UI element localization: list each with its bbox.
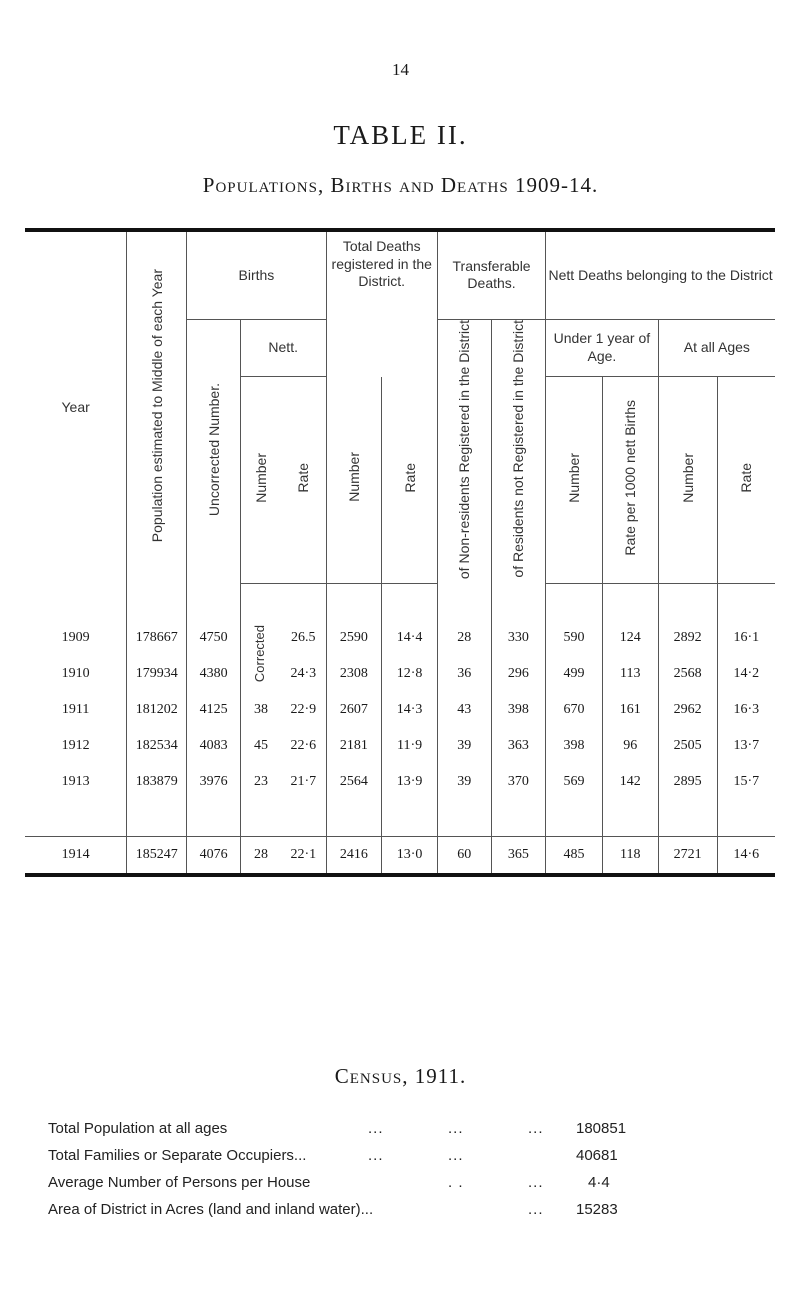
- residents-not-cell: 363: [491, 728, 546, 764]
- deaths-number-header: Number: [326, 377, 382, 583]
- all-rate-cell: 13·7: [717, 728, 775, 764]
- deaths-rate-cell: 14·4: [382, 620, 438, 656]
- births-rate-header: Rate: [281, 377, 326, 583]
- census-item: [48, 1147, 738, 1173]
- non-residents-cell: 43: [437, 692, 491, 728]
- table-row: [25, 620, 775, 656]
- deaths-rate-cell: 14·3: [382, 692, 438, 728]
- census-dots: ...: [448, 1147, 464, 1164]
- all-rate-cell: 15·7: [717, 764, 775, 800]
- census-label: Total Families or Separate Occupiers...: [48, 1147, 307, 1164]
- nett-births-header: Nett.: [240, 319, 326, 377]
- population-cell: 178667: [127, 620, 187, 656]
- uncorrected-cell: 3976: [187, 764, 241, 800]
- residents-not-cell: 296: [491, 656, 546, 692]
- population-table: [25, 228, 775, 877]
- all-number-cell: 2568: [658, 656, 717, 692]
- deaths-number-cell: 2416: [326, 836, 382, 875]
- deaths-rate-header: Rate: [382, 377, 438, 583]
- uncorrected-cell: 4750: [187, 620, 241, 656]
- deaths-number-cell: 2181: [326, 728, 382, 764]
- all-number-header: Number: [658, 377, 717, 583]
- page-number: 14: [392, 60, 409, 79]
- census-item: [48, 1201, 738, 1227]
- table-title: TABLE II.: [333, 120, 468, 150]
- year-cell: 1913: [61, 773, 90, 789]
- population-cell: 182534: [127, 728, 187, 764]
- deaths-rate-cell: 13·0: [382, 836, 438, 875]
- all-number-cell: 2505: [658, 728, 717, 764]
- residents-not-cell: 398: [491, 692, 546, 728]
- residents-not-cell: 365: [491, 836, 546, 875]
- under-1-header: Under 1 year of Age.: [546, 319, 658, 377]
- births-header: Births: [187, 230, 326, 319]
- census-value: 180851: [576, 1120, 627, 1137]
- total-deaths-header: Total Deaths registered in the District.: [326, 230, 437, 377]
- census-value: 40681: [576, 1147, 618, 1164]
- residents-not-cell: 330: [491, 620, 546, 656]
- nett-deaths-header: Nett Deaths belonging to the District: [546, 230, 775, 319]
- census-label: Average Number of Persons per House: [48, 1174, 311, 1191]
- all-rate-cell: 16·1: [717, 620, 775, 656]
- under-1-number-cell: 670: [546, 692, 603, 728]
- census-dots: ...: [528, 1201, 544, 1218]
- residents-not-cell: 370: [491, 764, 546, 800]
- year-header: Year: [25, 230, 127, 583]
- census-item: [48, 1174, 738, 1200]
- census-dots: . .: [448, 1174, 464, 1191]
- births-number-header: Number: [240, 377, 281, 583]
- population-cell: 181202: [127, 692, 187, 728]
- non-residents-cell: 39: [437, 728, 491, 764]
- all-number-cell: 2721: [658, 836, 717, 875]
- all-number-cell: 2895: [658, 764, 717, 800]
- table-row: [25, 656, 775, 692]
- population-cell: 179934: [127, 656, 187, 692]
- population-header: Population estimated to Middle of each Year: [127, 230, 187, 583]
- nett-number-cell: 45: [240, 728, 281, 764]
- census-item: [48, 1120, 738, 1146]
- transferable-deaths-header: Transferable Deaths.: [437, 230, 545, 319]
- nett-number-cell: 23: [240, 764, 281, 800]
- deaths-number-cell: 2308: [326, 656, 382, 692]
- table-row: [25, 836, 775, 875]
- non-residents-cell: 60: [437, 836, 491, 875]
- all-number-cell: 2892: [658, 620, 717, 656]
- census-value: 4·4: [588, 1174, 610, 1191]
- under-1-rate-cell: 142: [602, 764, 658, 800]
- uncorrected-cell: 4083: [187, 728, 241, 764]
- all-ages-header: At all Ages: [658, 319, 775, 377]
- uncorrected-cell: 4076: [187, 836, 241, 875]
- year-cell: 1912: [61, 737, 90, 753]
- nett-rate-cell: 22·9: [290, 701, 317, 717]
- non-residents-cell: 39: [437, 764, 491, 800]
- under-1-number-cell: 398: [546, 728, 603, 764]
- uncorrected-cell: 4125: [187, 692, 241, 728]
- census-label: Total Population at all ages: [48, 1120, 228, 1137]
- deaths-number-cell: 2564: [326, 764, 382, 800]
- nett-rate-cell: 24·3: [290, 665, 317, 681]
- all-rate-cell: 14·2: [717, 656, 775, 692]
- census-label: Area of District in Acres (land and inland water)...: [48, 1201, 374, 1218]
- year-cell: 1911: [61, 701, 90, 717]
- deaths-number-cell: 2590: [326, 620, 382, 656]
- table-row: [25, 692, 775, 728]
- non-residents-cell: 36: [437, 656, 491, 692]
- nett-rate-cell: 22·6: [290, 737, 317, 753]
- census-value: 15283: [576, 1201, 618, 1218]
- under-1-rate-cell: 161: [602, 692, 658, 728]
- census-title: Census, 1911.: [334, 1064, 467, 1088]
- year-cell: 1910: [61, 665, 90, 681]
- table-row: [25, 728, 775, 764]
- census-dots: ...: [368, 1147, 384, 1164]
- table-subtitle: Populations, Births and Deaths 1909-14.: [202, 173, 599, 197]
- under-1-rate-cell: 96: [602, 728, 658, 764]
- under-1-number-cell: 590: [546, 620, 603, 656]
- census-dots: ...: [528, 1174, 544, 1191]
- uncorrected-header: Uncorrected Number.: [187, 319, 241, 583]
- census-dots: ...: [528, 1120, 544, 1137]
- nett-rate-cell: 22·1: [281, 836, 326, 875]
- deaths-rate-cell: 11·9: [382, 728, 438, 764]
- under-1-number-cell: 569: [546, 764, 603, 800]
- under-1-rate-cell: 124: [602, 620, 658, 656]
- under-1-number-cell: 485: [546, 836, 603, 875]
- year-cell: 1914: [25, 836, 127, 875]
- under-1-rate-cell: 118: [602, 836, 658, 875]
- under-1-number-cell: 499: [546, 656, 603, 692]
- non-residents-cell: 28: [437, 620, 491, 656]
- all-rate-header: Rate: [717, 377, 775, 583]
- census-dots: ...: [448, 1120, 464, 1137]
- all-number-cell: 2962: [658, 692, 717, 728]
- under-1-rate-header: Rate per 1000 nett Births: [602, 377, 658, 583]
- under-1-number-header: Number: [546, 377, 603, 583]
- all-rate-cell: 16·3: [717, 692, 775, 728]
- year-cell: 1909: [61, 629, 90, 645]
- nett-number-cell: 28: [240, 836, 281, 875]
- nett-number-cell: 38: [240, 692, 281, 728]
- residents-not-header: of Residents not Registered in the District: [491, 319, 546, 583]
- under-1-rate-cell: 113: [602, 656, 658, 692]
- census-dots: ...: [368, 1120, 384, 1137]
- deaths-number-cell: 2607: [326, 692, 382, 728]
- deaths-rate-cell: 13·9: [382, 764, 438, 800]
- corrected-note: Corrected: [240, 620, 281, 692]
- population-cell: 183879: [127, 764, 187, 800]
- uncorrected-cell: 4380: [187, 656, 241, 692]
- non-residents-header: of Non-residents Registered in the District: [437, 319, 491, 583]
- all-rate-cell: 14·6: [717, 836, 775, 875]
- population-cell: 185247: [127, 836, 187, 875]
- nett-rate-cell: 26.5: [291, 629, 316, 645]
- nett-rate-cell: 21·7: [290, 773, 317, 789]
- table-row: [25, 764, 775, 800]
- deaths-rate-cell: 12·8: [382, 656, 438, 692]
